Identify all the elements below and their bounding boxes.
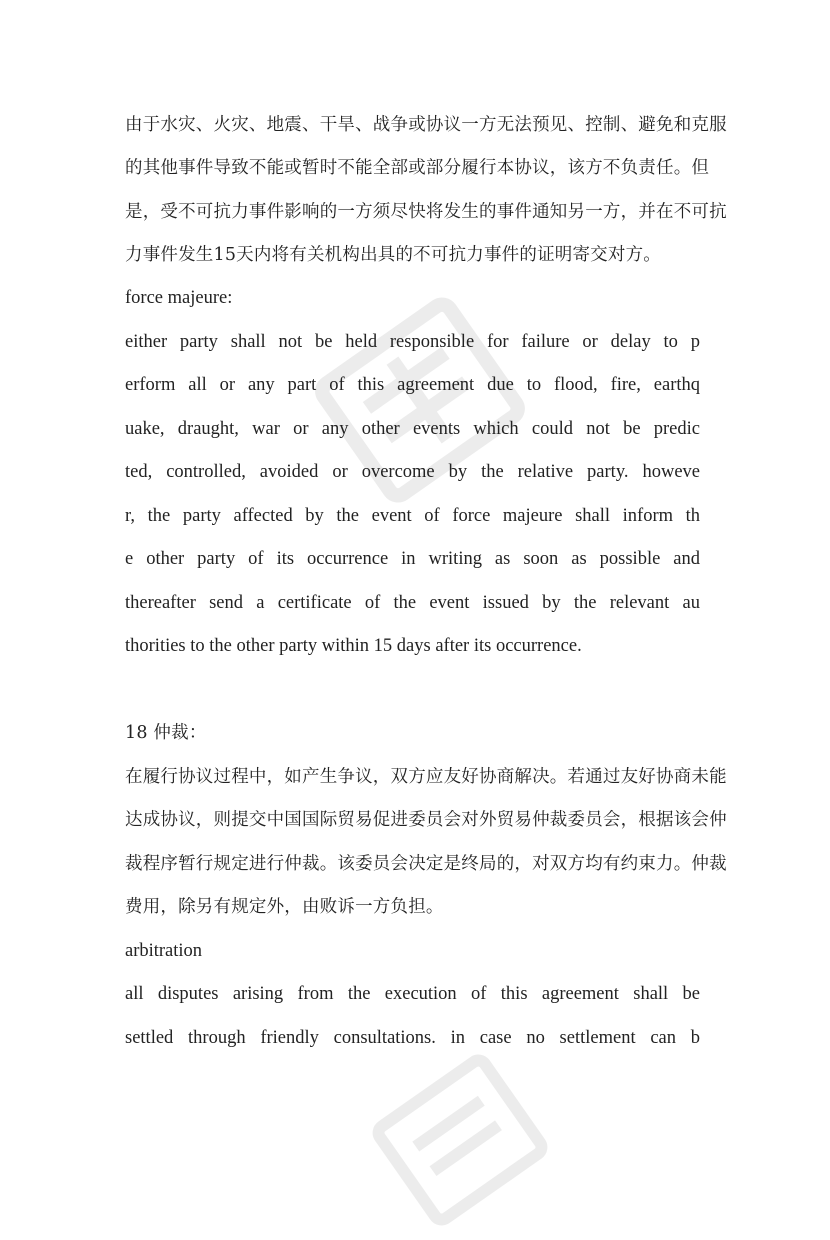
paragraph-line: thorities to the other party within 15 days after its occurrence. [125, 636, 582, 656]
paragraph-line: 达成协议，则提交中国国际贸易促进委员会对外贸易仲裁委员会，根据该会仲 [125, 810, 727, 830]
paragraph-line: 费用，除另有规定外，由败诉一方负担。 [125, 897, 444, 917]
paragraph-line: either party shall not be held responsible for failure or delay to p [125, 332, 700, 352]
paragraph-line: 力事件发生15天内将有关机构出具的不可抗力事件的证明寄交对方。 [125, 245, 661, 265]
paragraph-line: ted, controlled, avoided or overcome by the relative party. howeve [125, 462, 700, 482]
paragraph-line: 裁程序暂行规定进行仲裁。该委员会决定是终局的，对双方均有约束力。仲裁 [125, 854, 727, 874]
paragraph-line: uake, draught, war or any other events which could not be predic [125, 419, 700, 439]
watermark-stamp [360, 1040, 560, 1240]
paragraph-line: 在履行协议过程中，如产生争议，双方应友好协商解决。若通过友好协商未能 [125, 767, 727, 787]
paragraph-line: e other party of its occurrence in writing as soon as possible and [125, 549, 700, 569]
paragraph-line: erform all or any part of this agreement due to flood, fire, earthq [125, 375, 700, 395]
paragraph-line: 是，受不可抗力事件影响的一方须尽快将发生的事件通知另一方，并在不可抗 [125, 202, 727, 222]
paragraph-line: thereafter send a certificate of the event issued by the relevant au [125, 593, 700, 613]
paragraph-line: 由于水灾、火灾、地震、干旱、战争或协议一方无法预见、控制、避免和克服 [125, 115, 727, 135]
watermark-stamp [300, 280, 540, 520]
paragraph-line: all disputes arising from the execution of this agreement shall be [125, 984, 700, 1004]
paragraph-line: r, the party affected by the event of force majeure shall inform th [125, 506, 700, 526]
paragraph-line: settled through friendly consultations. in case no settlement can b [125, 1028, 700, 1048]
section-heading: 18 仲裁： [125, 723, 207, 743]
section-heading: force majeure: [125, 288, 233, 308]
paragraph-line: 的其他事件导致不能或暂时不能全部或部分履行本协议，该方不负责任。但 [125, 158, 710, 178]
section-heading: arbitration [125, 941, 203, 961]
